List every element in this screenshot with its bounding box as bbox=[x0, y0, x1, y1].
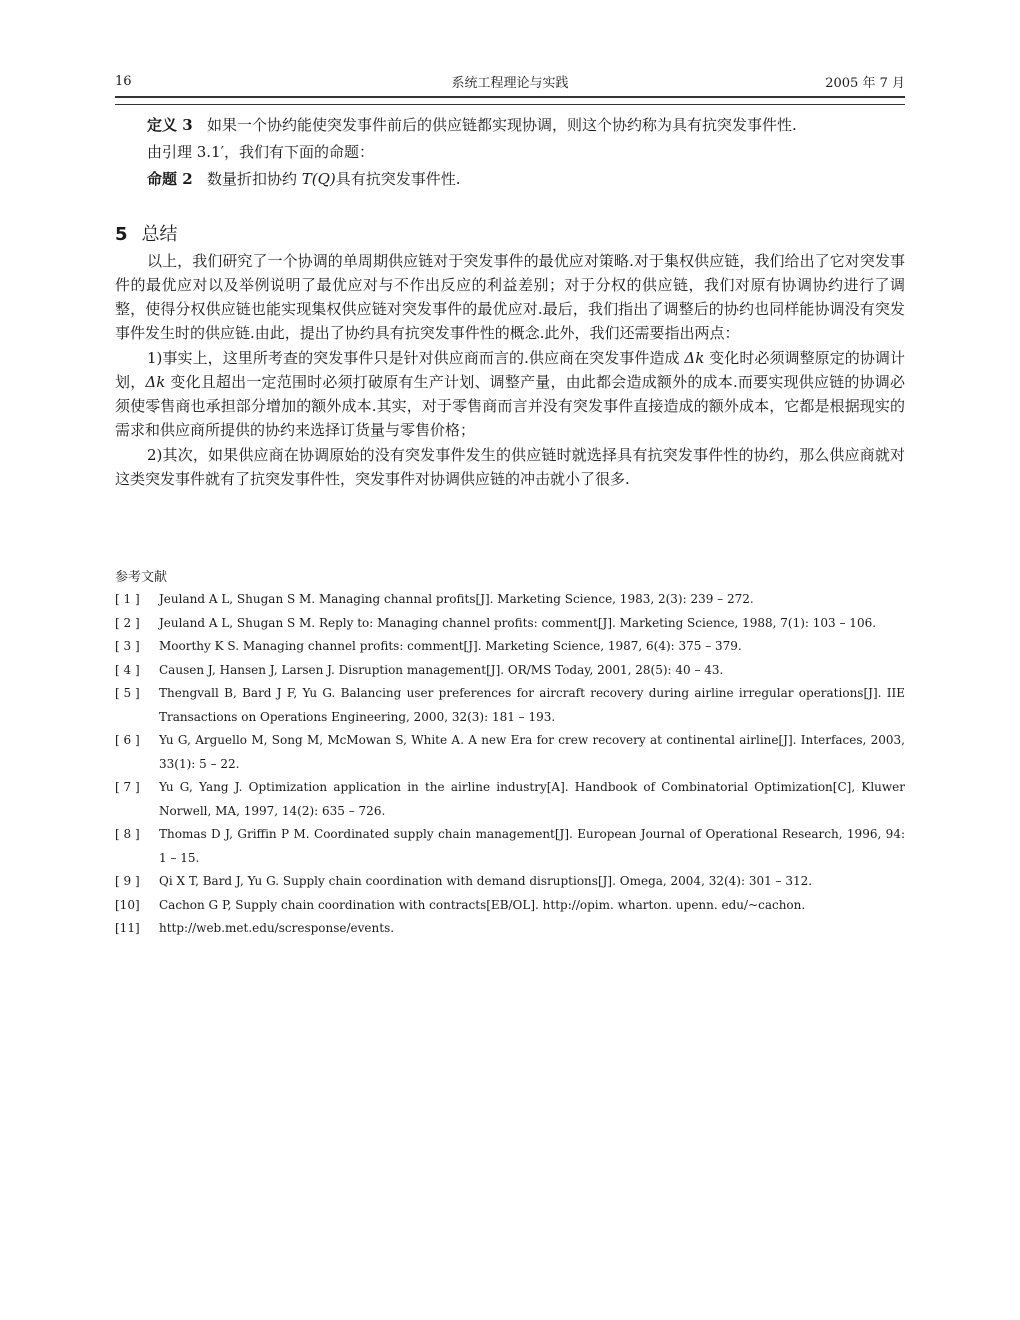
reference-text: Causen J, Hansen J, Larsen J. Disruption management[J]. OR/MS Today, 2001, 28(5): 40 – 43. bbox=[159, 662, 724, 677]
definition-3 bbox=[147, 112, 905, 139]
running-header bbox=[115, 70, 905, 92]
reference-item bbox=[115, 870, 905, 894]
reference-number: [ 3 ] bbox=[115, 639, 140, 653]
section-title: 总结 bbox=[141, 224, 178, 245]
journal-title: 系统工程理论与实践 bbox=[451, 76, 569, 91]
reference-text: Qi X T, Bard J, Yu G. Supply chain coordination with demand disruptions[J]. Omega, 2004, 32(4): 301 – 312. bbox=[159, 874, 813, 888]
point-1-text-a: 1)事实上，这里所考查的突发事件只是针对供应商而言的.供应商在突发事件造成 bbox=[147, 349, 685, 367]
page-number: 16 bbox=[115, 74, 132, 89]
reference-number: [ 5 ] bbox=[115, 686, 140, 700]
reference-item bbox=[115, 682, 905, 729]
reference-item bbox=[115, 917, 905, 941]
reference-number: [ 8 ] bbox=[115, 827, 140, 841]
section-heading bbox=[115, 220, 178, 246]
reference-text: Yu G, Yang J. Optimization application in the airline industry[A]. Handbook of Combinatorial Optimization[C], Kluwer Norwell, MA, 1997, 14(2): 635 – 726. bbox=[159, 780, 905, 818]
point-1-text-c: 变化且超出一定范围时必须打破原有生产计划、调整产量，由此都会造成额外的成本.而要实现供应链的协调必须使零售商也承担部分增加的额外成本.其实，对于零售商而言并没有突发事件直接造成的额外成本，它都是根据现实的需求和供应商所提供的协约来选择订货量与零售价格； bbox=[115, 373, 905, 439]
reference-number: [ 7 ] bbox=[115, 780, 140, 794]
reference-item bbox=[115, 588, 905, 612]
proposition-2 bbox=[147, 166, 905, 193]
header-rule bbox=[115, 96, 905, 105]
reference-number: [11] bbox=[115, 921, 140, 935]
reference-list bbox=[115, 588, 905, 941]
section-number: 5 bbox=[115, 224, 128, 245]
math-tq: T(Q) bbox=[301, 170, 336, 188]
reference-item bbox=[115, 729, 905, 776]
paragraph-point-2: 2)其次，如果供应商在协调原始的没有突发事件发生的供应链时就选择具有抗突发事件性的协约，那么供应商就对这类突发事件就有了抗突发事件性，突发事件对协调供应链的冲击就小了很多. bbox=[115, 446, 905, 488]
reference-number: [10] bbox=[115, 897, 140, 912]
math-delta-k: Δk bbox=[684, 349, 705, 367]
reference-text: Cachon G P, Supply chain coordination with contracts[EB/OL]. http://opim. wharton. upenn. edu/~cachon. bbox=[159, 897, 806, 912]
reference-text: Jeuland A L, Shugan S M. Reply to: Managing channel profits: comment[J]. Marketing Science, 1988, 7(1): 103 – 106. bbox=[159, 615, 877, 630]
reference-item bbox=[115, 659, 905, 683]
proposition-text: 数量折扣协约 bbox=[206, 170, 302, 188]
reference-number: [ 1 ] bbox=[115, 592, 140, 606]
references-heading: 参考文献 bbox=[115, 570, 168, 585]
issue-date: 2005 年 7 月 bbox=[825, 76, 905, 91]
reference-number: [ 9 ] bbox=[115, 874, 140, 888]
reference-item bbox=[115, 776, 905, 823]
reference-item bbox=[115, 612, 905, 636]
reference-number: [ 6 ] bbox=[115, 733, 140, 747]
paragraph-point-1 bbox=[115, 346, 905, 442]
math-delta-k: Δk bbox=[145, 373, 166, 391]
reference-text: Yu G, Arguello M, Song M, McMowan S, White A. A new Era for crew recovery at continental airline[J]. Interfaces, 2003, 33(1): 5 – 22. bbox=[159, 733, 905, 771]
reference-number: [ 2 ] bbox=[115, 615, 140, 630]
lemma-reference: 由引理 3.1′，我们有下面的命题： bbox=[147, 143, 375, 161]
reference-text: Jeuland A L, Shugan S M. Managing channal profits[J]. Marketing Science, 1983, 2(3): 239 – 272. bbox=[159, 592, 754, 606]
reference-text: Thengvall B, Bard J F, Yu G. Balancing user preferences for aircraft recovery during airline irregular operations[J]. IIE Transactions on Operations Engineering, 2000, 32(3): 181 – 193. bbox=[159, 686, 905, 724]
reference-text: http://web.met.edu/scresponse/events. bbox=[159, 921, 395, 935]
reference-number: [ 4 ] bbox=[115, 662, 140, 677]
conclusion-body bbox=[115, 249, 905, 491]
definition-block bbox=[147, 112, 905, 193]
reference-item bbox=[115, 635, 905, 659]
reference-item bbox=[115, 894, 905, 918]
paragraph-summary: 以上，我们研究了一个协调的单周期供应链对于突发事件的最优应对策略.对于集权供应链，我们给出了它对突发事件的最优应对以及举例说明了最优应对与不作出反应的利益差别；对于分权的供应链，我们对原有协调协约进行了调整，使得分权供应链也能实现集权供应链对突发事件的最优应对.最后，我们指出了调整后的协约也同样能协调没有突发事件发生时的供应链.由此，提出了协约具有抗突发事件性的概念.此外，我们还需要指出两点： bbox=[115, 252, 905, 342]
point-1-text-b: 变化时必须调整原定的协调计划， bbox=[115, 349, 905, 391]
reference-text: Thomas D J, Griffin P M. Coordinated supply chain management[J]. European Journal of Operational Research, 1996, 94: 1 – 15. bbox=[159, 827, 905, 865]
definition-label: 定义 3 bbox=[147, 116, 193, 134]
definition-text: 如果一个协约能使突发事件前后的供应链都实现协调，则这个协约称为具有抗突发事件性. bbox=[206, 116, 797, 134]
proposition-text-end: 具有抗突发事件性. bbox=[335, 170, 461, 188]
proposition-label: 命题 2 bbox=[147, 170, 193, 188]
reference-item bbox=[115, 823, 905, 870]
reference-text: Moorthy K S. Managing channel profits: comment[J]. Marketing Science, 1987, 6(4): 375 – 379. bbox=[159, 639, 742, 653]
